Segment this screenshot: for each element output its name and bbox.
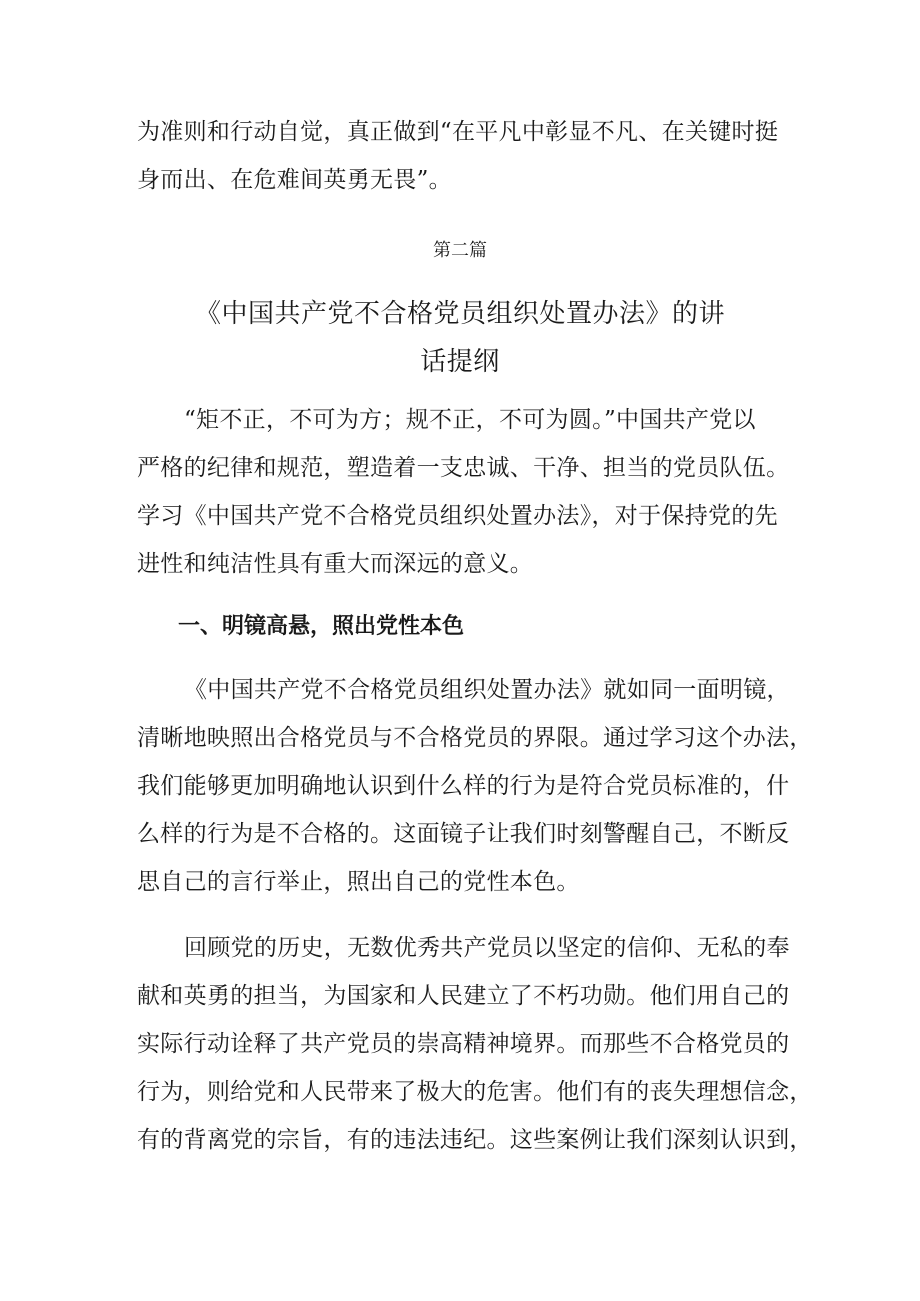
paragraph-2-line-1: 《中国共产党不合格党员组织处置办法》就如同一面明镜， — [184, 677, 790, 703]
prev-paragraph-line-2: 身而出、在危难间英勇无畏”。 — [137, 167, 452, 193]
document-title-line-1: 《中国共产党不合格党员组织处置办法》的讲 — [194, 299, 725, 329]
paragraph-3-line-1: 回顾党的历史，无数优秀共产党员以坚定的信仰、无私的奉 — [184, 935, 790, 961]
paragraph-2-line-4: 么样的行为是不合格的。这面镜子让我们时刻警醒自己，不断反 — [137, 821, 790, 847]
intro-paragraph-line-2: 严格的纪律和规范，塑造着一支忠诚、干净、担当的党员队伍。 — [137, 455, 790, 481]
paragraph-2-line-3: 我们能够更加明确地认识到什么样的行为是符合党员标准的，什 — [137, 773, 790, 799]
paragraph-2-line-5: 思自己的言行举止，照出自己的党性本色。 — [137, 869, 580, 895]
prev-paragraph-line-1: 为准则和行动自觉，真正做到“在平凡中彰显不凡、在关键时挺 — [137, 119, 779, 145]
intro-paragraph-line-4: 进性和纯洁性具有重大而深远的意义。 — [137, 551, 534, 577]
section-label: 第二篇 — [433, 240, 487, 261]
paragraph-3-line-2: 献和英勇的担当，为国家和人民建立了不朽功勋。他们用自己的 — [137, 983, 790, 1009]
document-title-line-2: 话提纲 — [420, 347, 500, 377]
section-heading-1: 一、明镜高悬，照出党性本色 — [178, 614, 465, 639]
paragraph-3-line-3: 实际行动诠释了共产党员的崇高精神境界。而那些不合格党员的 — [137, 1031, 790, 1057]
paragraph-2-line-2: 清晰地映照出合格党员与不合格党员的界限。通过学习这个办法， — [137, 725, 813, 751]
paragraph-3-line-4: 行为，则给党和人民带来了极大的危害。他们有的丧失理想信念， — [137, 1079, 813, 1105]
intro-paragraph-line-1: “矩不正，不可为方；规不正，不可为圆。”中国共产党以 — [184, 407, 756, 433]
paragraph-3-line-5: 有的背离党的宗旨，有的违法违纪。这些案例让我们深刻认识到， — [137, 1127, 813, 1153]
intro-paragraph-line-3: 学习《中国共产党不合格党员组织处置办法》，对于保持党的先 — [137, 503, 778, 529]
